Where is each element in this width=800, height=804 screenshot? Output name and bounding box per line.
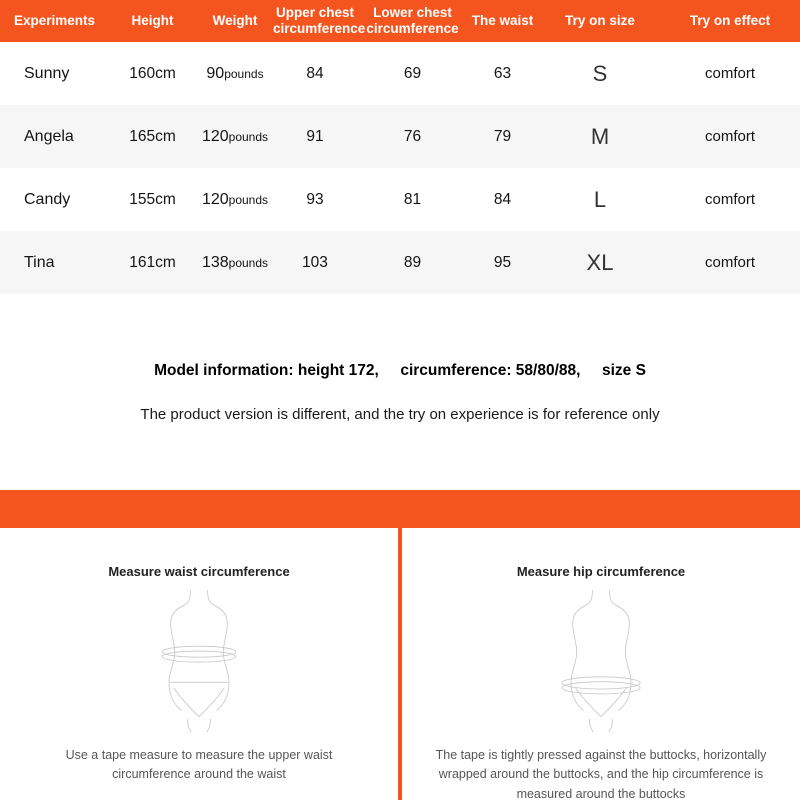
lower-chest-value: 89: [360, 231, 465, 294]
col-header-upper-chest: Upper chest circumference: [270, 0, 360, 42]
weight-number: 138: [201, 253, 229, 271]
waist-value: 84: [493, 190, 512, 208]
table-row: [0, 168, 800, 231]
weight-number: 120: [201, 190, 229, 208]
table-header-row: [0, 0, 800, 42]
height-value: 155cm: [129, 190, 176, 208]
experimenter-name: Sunny: [24, 64, 70, 82]
weight-unit: pounds: [228, 255, 269, 270]
try-on-effect-value: comfort: [660, 231, 800, 294]
waist-value: 63: [493, 64, 512, 82]
col-header-lower-chest: Lower chest circumference: [360, 0, 465, 42]
table-row: [0, 231, 800, 294]
try-on-size-value: S: [592, 60, 608, 86]
waist-panel-title: Measure waist circumference: [108, 564, 290, 579]
try-on-size-value: M: [540, 105, 660, 168]
measurement-guide: [0, 528, 800, 800]
upper-chest-value: 103: [270, 231, 360, 294]
lower-chest-value: 69: [403, 64, 422, 82]
waist-measure-panel: [0, 528, 398, 800]
try-on-effect-value: comfort: [704, 65, 755, 82]
orange-divider-band: [0, 490, 800, 528]
notes-section: [0, 362, 800, 423]
experimenter-name: Angela: [0, 105, 105, 168]
table-row: [0, 42, 800, 105]
size-chart-table: [0, 0, 800, 294]
waist-value: 95: [465, 231, 540, 294]
height-value: 161cm: [105, 231, 200, 294]
lower-chest-value: 76: [360, 105, 465, 168]
height-value: 165cm: [105, 105, 200, 168]
height-value: 160cm: [129, 64, 176, 82]
upper-chest-value: 84: [306, 64, 324, 82]
weight-value: [200, 42, 270, 105]
weight-value: [200, 231, 270, 294]
try-on-effect-value: comfort: [660, 105, 800, 168]
hip-measure-panel: [402, 528, 800, 800]
table-row: [0, 105, 800, 168]
col-header-weight: Weight: [200, 0, 270, 42]
weight-unit: pounds: [224, 66, 264, 81]
model-info-text: Model information: height 172, circumference: 58/80/88, size S: [154, 362, 646, 379]
hip-panel-title: Measure hip circumference: [516, 564, 686, 579]
upper-chest-value: 91: [270, 105, 360, 168]
weight-unit: pounds: [228, 192, 269, 207]
experimenter-name: Tina: [0, 231, 105, 294]
lower-chest-value: 81: [403, 190, 422, 208]
weight-unit: pounds: [228, 129, 269, 144]
upper-chest-value: 93: [306, 190, 324, 208]
disclaimer-text: The product version is different, and the try on experience is for reference only: [140, 406, 660, 423]
hip-panel-description: The tape is tightly pressed against the buttocks, horizontally wrapped around the buttocks, and the hip circumference is measured around the buttocks: [435, 748, 767, 801]
col-header-try-on-size: Try on size: [540, 0, 660, 42]
col-header-try-on-effect: Try on effect: [660, 0, 800, 42]
try-on-size-value: L: [593, 186, 607, 212]
col-header-experiments: Experiments: [0, 0, 105, 42]
weight-number: 90: [206, 64, 225, 82]
col-header-height: Height: [105, 0, 200, 42]
waist-value: 79: [465, 105, 540, 168]
weight-value: [200, 168, 270, 231]
experimenter-name: Candy: [24, 190, 71, 208]
weight-number: 120: [201, 127, 229, 145]
try-on-size-value: XL: [540, 231, 660, 294]
waist-measure-figure-icon: [147, 589, 251, 734]
try-on-effect-value: comfort: [704, 191, 755, 208]
col-header-waist: The waist: [465, 0, 540, 42]
weight-value: [200, 105, 270, 168]
hip-measure-figure-icon: [549, 589, 653, 734]
waist-panel-description: Use a tape measure to measure the upper waist circumference around the waist: [65, 748, 333, 782]
